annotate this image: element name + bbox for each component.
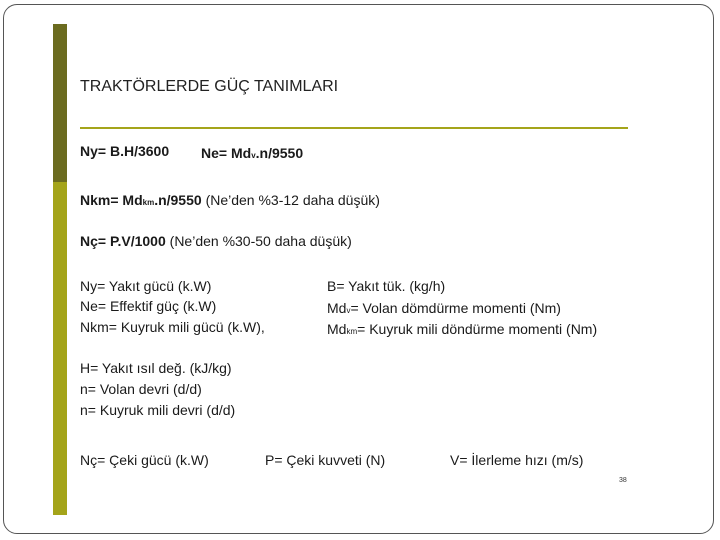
- definition-v: V= İlerleme hızı (m/s): [450, 452, 584, 468]
- accent-bar-bottom: [53, 182, 67, 515]
- definition-p: P= Çeki kuvveti (N): [265, 452, 386, 468]
- definition-nc: Nç= Çeki gücü (k.W): [80, 452, 209, 468]
- title-divider: [80, 127, 628, 129]
- definition-mdv: Mdv= Volan dömdürme momenti (Nm): [327, 300, 561, 316]
- definition-h: H= Yakıt ısıl değ. (kJ/kg): [80, 360, 232, 376]
- definition-ne: Ne= Effektif güç (k.W): [80, 298, 217, 314]
- formula-ny: Ny= B.H/3600: [80, 143, 170, 159]
- page-number: 38: [619, 477, 627, 484]
- formula-ne: Ne= Mdv.n/9550: [201, 145, 304, 161]
- definition-mdkm: Mdkm= Kuyruk mili döndürme momenti (Nm): [327, 321, 598, 337]
- definition-b: B= Yakıt tük. (kg/h): [327, 278, 446, 294]
- definition-n-volan: n= Volan devri (d/d): [80, 381, 202, 397]
- accent-bar-top: [53, 24, 67, 182]
- definition-nkm: Nkm= Kuyruk mili gücü (k.W),: [80, 319, 265, 335]
- slide-title: TRAKTÖRLERDE GÜÇ TANIMLARI: [80, 78, 339, 95]
- definition-ny: Ny= Yakıt gücü (k.W): [80, 278, 212, 294]
- formula-nkm: Nkm= Mdkm.n/9550 (Ne’den %3-12 daha düşük): [80, 192, 380, 208]
- formula-nc: Nç= P.V/1000 (Ne’den %30-50 daha düşük): [80, 233, 352, 249]
- definition-n-kuyruk: n= Kuyruk mili devri (d/d): [80, 402, 236, 418]
